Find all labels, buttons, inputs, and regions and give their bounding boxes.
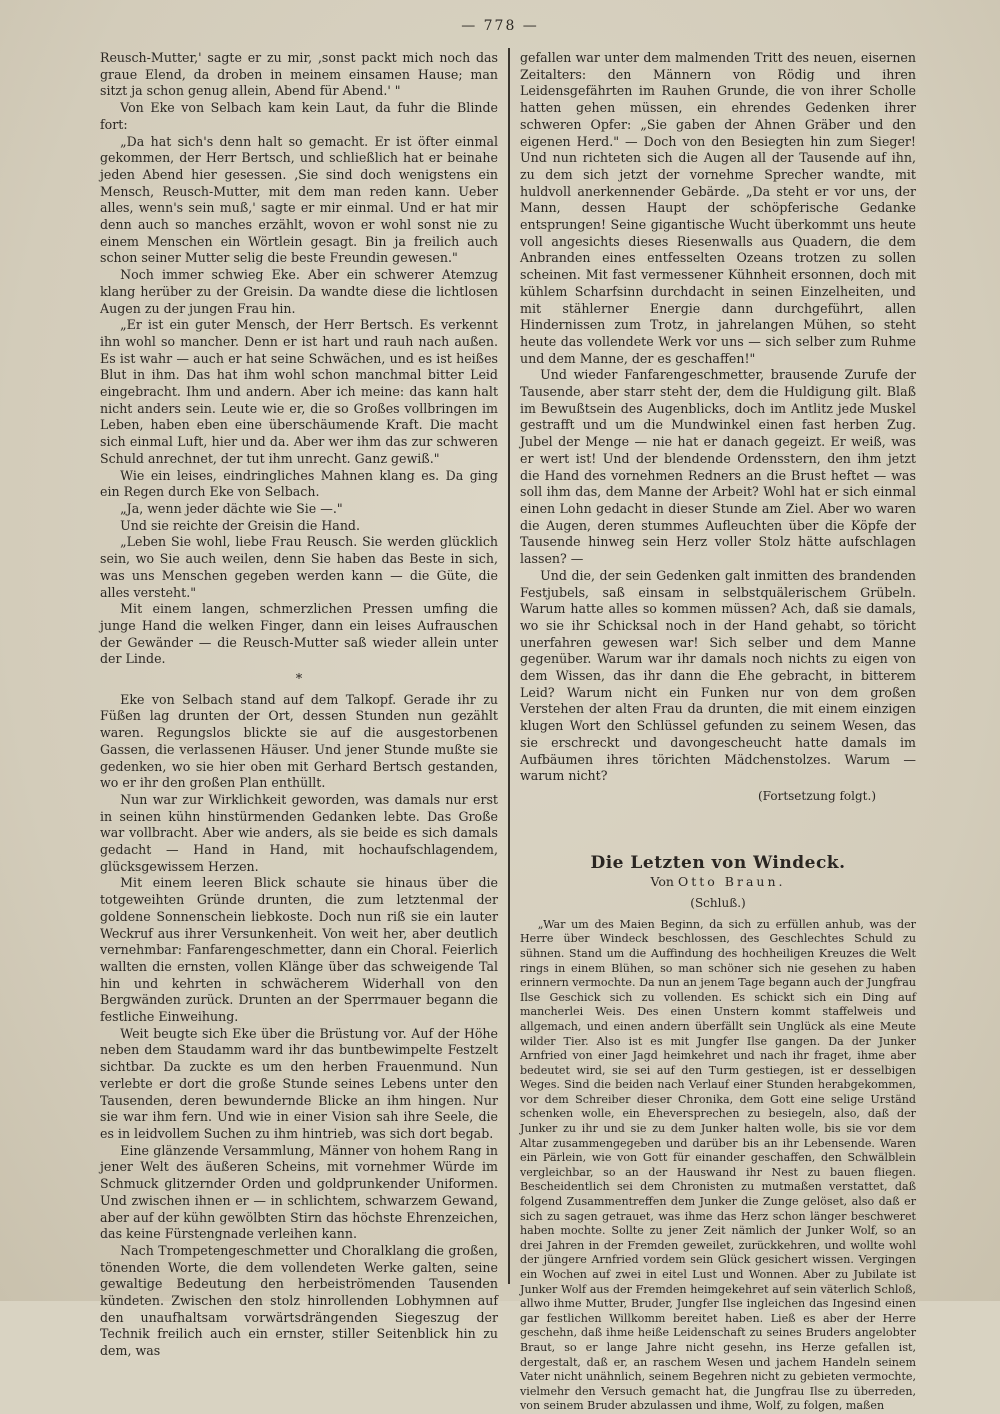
paragraph: Nun war zur Wirklichkeit geworden, was damals nur erst in seinen kühn hinstürmenden Gedanken lebte. Das Große war vollbracht. Aber wie anders, als sie beide es sich damals gedacht — Hand in Hand, mit hochaufschlagendem, glücksgewissem Herzen. (100, 791, 498, 874)
paragraph: „Er ist ein guter Mensch, der Herr Bertsch. Es verkennt ihn wohl so mancher. Denn er ist hart und rauh nach außen. Es ist wahr — auch er hat seine Schwächen, und es ist heißes Blut in ihm. Das hat ihm wohl schon manchmal bitter Leid eingebracht. Ihm und andern. Aber ich meine: das kann halt nicht anders sein. Leute wie er, die so Großes vollbringen im Leben, haben eben eine überschäumende Kraft. Die macht sich einmal Luft, hier und da. Aber wer ihm das zur schweren Schuld anrechnet, der tut ihm unrecht. Ganz gewiß." (100, 317, 498, 466)
paragraph: Nach Trompetengeschmetter und Choralklang die großen, tönenden Worte, die dem vollendeten Werke galten, seine gewaltige Bedeutung den herbeiströmenden Tausenden kündeten. Zwischen den stolz hinrollenden Lobhymnen auf den unaufhaltsam vorwärtsdrängenden Siegeszug der Technik freilich auch ein ernster, stiller Seitenblick hin zu dem, was (100, 1242, 498, 1359)
paragraph: Und die, der sein Gedenken galt inmitten des brandenden Festjubels, saß einsam in selbstquälerischem Grübeln. Warum hatte alles so kommen müssen? Ach, daß sie damals, wo sie ihr Schicksal noch in der Hand gehabt, so töricht unerfahren gewesen war! Sich selber und dem Manne gegenüber. Warum war ihr damals noch nichts zu eigen von dem Wissen, das ihr dann die Ehe gebracht, in bitterem Leid? Warum nicht ein Funken nur von dem großen Verstehen der alten Frau da drunten, die mit einem einzigen klugen Wort den Schlüssel gefunden zu seinem Wesen, das sie erschreckt und davongescheucht hatte damals im Aufbäumen ihres törichten Mädchenstolzes. Warum — warum nicht? (520, 567, 916, 784)
author-name: Otto Braun. (677, 874, 786, 890)
column-divider (508, 48, 510, 1284)
left-column (100, 50, 498, 1360)
paragraph: Wie ein leises, eindringliches Mahnen klang es. Da ging ein Regen durch Eke von Selbach. (100, 467, 498, 500)
right-column (520, 50, 916, 1414)
paragraph: „Leben Sie wohl, liebe Frau Reusch. Sie werden glücklich sein, wo Sie auch weilen, denn Sie haben das Beste in sich, was uns Menschen gegeben werden kann — die Güte, die alles versteht." (100, 534, 498, 600)
byline-prefix: Von (650, 874, 674, 890)
paragraph: Und wieder Fanfarengeschmetter, brausende Zurufe der Tausende, aber starr steht der, dem die Huldigung gilt. Blaß im Bewußtsein des Augenblicks, doch im Antlitz jede Muskel gestrafft und um die Mundwinkel einen fast herben Zug. Jubel der Menge — nie hat er danach gegeizt. Er weiß, was er wert ist! Und der blendende Ordensstern, den ihm jetzt die Hand des vornehmen Redners an die Brust heftet — was soll ihm das, dem Manne der Arbeit? Wohl hat er sich einmal einen Lohn gedacht in dieser Stunde am Ziel. Aber wo waren die Augen, deren stummes Aufleuchten über die Köpfe der Tausende hinweg sein Herz voller Stolz hätte aufschlagen lassen? — (520, 367, 916, 567)
continued-note: (Fortsetzung folgt.) (758, 788, 876, 803)
paragraph: „Ja, wenn jeder dächte wie Sie —." (120, 500, 343, 516)
byline (520, 874, 916, 891)
paragraph: Eke von Selbach stand auf dem Talkopf. Gerade ihr zu Füßen lag drunten der Ort, dessen Stunden nun gezählt waren. Regungslos blickte sie auf die ausgestorbenen Gassen, die verlassenen Häuser. Und jener Stunde mußte sie gedenken, wo sie hier oben mit Gerhard Bertsch gestanden, wo er ihr den großen Plan enthüllt. (100, 691, 498, 791)
paragraph: Mit einem langen, schmerzlichen Pressen umfing die junge Hand die welken Finger, dann ein leises Aufrauschen der Gewänder — die Reusch-Mutter saß wieder allein unter der Linde. (100, 601, 498, 667)
conclusion-label: (Schluß.) (690, 896, 746, 911)
paragraph: Eine glänzende Versammlung, Männer von hohem Rang in jener Welt des äußeren Scheins, mit vornehmer Würde im Schmuck glitzernder Orden und goldprunkender Uniformen. Und zwischen ihnen er — in schlichtem, schwarzem Gewand, aber auf der kühn gewölbten Stirn das höchste Ehrenzeichen, das keine Fürstengnade verleihen kann. (100, 1142, 498, 1242)
paragraph: Noch immer schwieg Eke. Aber ein schwerer Atemzug klang herüber zu der Greisin. Da wandte diese die lichtlosen Augen zu der jungen Frau hin. (100, 267, 498, 316)
paragraph: „Da hat sich's denn halt so gemacht. Er ist öfter einmal gekommen, der Herr Bertsch, und schließlich hat er beinahe jeden Abend hier gesessen. ‚Sie sind doch wenigstens ein Mensch, Reusch-Mutter, mit dem man reden kann. Ueber alles, wenn's sein muß,' sagte er mir einmal. Und er hat mir denn auch so manches erzählt, wovon er wohl sonst nie zu einem Menschen ein Wörtlein gesagt. Bin ja freilich auch schon seiner Mutter selig die beste Freundin gewesen." (100, 133, 498, 266)
paragraph: Weit beugte sich Eke über die Brüstung vor. Auf der Höhe neben dem Staudamm ward ihr das buntbewimpelte Festzelt sichtbar. Da zuckte es um den herben Frauenmund. Nun verlebte er dort die große Stunde seines Lebens unter den Tausenden, deren bewundernde Blicke an ihm hingen. Nur sie war ihm fern. Und wie in einer Vision sah ihre Seele, die es in leidvollem Suchen zu ihm hintrieb, was sich dort begab. (100, 1025, 498, 1141)
paragraph: Mit einem leeren Blick schaute sie hinaus über die totgeweihten Gründe drunten, die zum letztenmal der goldene Sonnenschein liebkoste. Doch nun riß sie ein lauter Weckruf aus ihrer Versunkenheit. Von weit her, aber deutlich vernehmbar: Fanfarengeschmetter, dann ein Choral. Feierlich wallten die ernsten, vollen Klänge über das schweigende Tal hin und kehrten in schwächerem Widerhall von den Bergwänden zurück. Drunten an der Sperrmauer begann die festliche Einweihung. (100, 875, 498, 1025)
paragraph: Reusch-Mutter,' sagte er zu mir, ‚sonst packt mich noch das graue Elend, da droben in meinem einsamen Hause; man sitzt ja schon genug allein, Abend für Abend.' " (100, 50, 498, 99)
page-number: — 778 — (461, 18, 539, 34)
story-title: Die Letzten von Windeck. (590, 852, 846, 873)
paragraph: Und sie reichte der Greisin die Hand. (120, 517, 360, 533)
story-text: „War um des Maien Beginn, da sich zu erfüllen anhub, was der Herre über Windeck beschlossen, des Geschlechtes Schuld zu sühnen. Stand um die Auffindung des hochheiligen Kreuzes die Welt rings in einem Blühen, so man schöner sich nie gesehen zu haben erinnern vermochte. Da nun an jenem Tage begann auch der Jungfrau Ilse Geschick sich zu vollenden. Es schickt sich ein Ding auf mancherlei Weis. Des einen Unstern kommt staffelweis und allgemach, und einen andern überfällt sein Unglück als eine Meute wilder Tier. Also ist es mit Jungfer Ilse gangen. Da der Junker Arnfried von einer Jagd heimkehret und nach ihr fraget, ihme aber bedeutet wird, sie sei auf den Turm gestiegen, ist er desselbigen Weges. Sind die beiden nach Verlauf einer Stunden herabgekommen, vor dem Schreiber dieser Chronika, dem Gott eine selige Urständ schenken wolle, ein Eheversprechen zu besiegeln, also, daß der Junker zu ihr und sie zu dem Junker halten wolle, bis sie vor dem Altar zusammengegeben und darüber bis an ihr Lebensende. Waren ein Pärlein, wie von Gott für einander geschaffen, den Schwälblein vergleichbar, so an der Hauswand ihr Nest zu bauen fliegen. Bescheidentlich sei dem Chronisten zu mutmaßen verstattet, daß folgend Zusammentreffen dem Junker die Zunge gelöset, also daß er sich zu sagen getrauet, was ihme das Herz schon länger beschweret haben mochte. Sollte zu jener Zeit nämlich der Junker Wolf, so an drei Jahren in der Fremden geweilet, zurückkehren, und wollte wohl der jüngere Arnfried vordem sein Glück gesichert wissen. Vergingen ein Wochen auf zwei in eitel Lust und Wonnen. Aber zu Jubilate ist Junker Wolf aus der Fremden heimgekehret auf sein väterlich Schloß, allwo ihme Mutter, Bruder, Jungfer Ilse ingleichen das Ingesind einen gar festlichen Willkomm bereitet haben. Ließ es aber der Herre geschehn, daß ihme heiße Leidenschaft zu seines Bruders angelobter Braut, so er lange Jahre nicht gesehn, ins Herze gefallen ist, dergestalt, daß er, an raschem Wesen und jachem Handeln seinem Vater nicht unähnlich, seinem Begehren nicht zu gebieten vermochte, vielmehr den Versuch gemacht hat, die Jungfrau Ilse zu überreden, von seinem Bruder abzulassen und ihme, Wolf, zu folgen, maßen (520, 917, 916, 1413)
section-separator: * (295, 672, 303, 688)
paragraph: Von Eke von Selbach kam kein Laut, da fuhr die Blinde fort: (100, 100, 498, 132)
paragraph: gefallen war unter dem malmenden Tritt des neuen, eisernen Zeitalters: den Männern von Rödig und ihren Leidensgefährten im Rauhen Grunde, die von ihrer Scholle hatten gehen müssen, ein ehrendes Gedenken ihrer schweren Opfer: „Sie gaben der Ahnen Gräber und den eigenen Herd." — Doch von den Besiegten hin zum Sieger! Und nun richteten sich die Augen all der Tausende auf ihn, zu dem sich jetzt der vornehme Sprecher wandte, mit huldvoll anerkennender Gebärde. „Da steht er vor uns, der Mann, dessen Haupt der schöpferische Gedanke entsprungen! Seine gigantische Wucht überkommt uns heute voll angesichts dieses Riesenwalls aus Quadern, die dem Anbranden eines entfesselten Ozeans trotzen zu sollen scheinen. Mit fast vermessener Kühnheit ersonnen, doch mit kühlem Scharfsinn durchdacht in seinen Einzelheiten, und mit stählerner Energie dann durchgeführt, allen Hindernissen zum Trotz, in jahrelangen Mühen, so steht heute das vollendete Werk vor uns — sich selber zum Ruhme und dem Manne, der es geschaffen!" (520, 50, 916, 366)
